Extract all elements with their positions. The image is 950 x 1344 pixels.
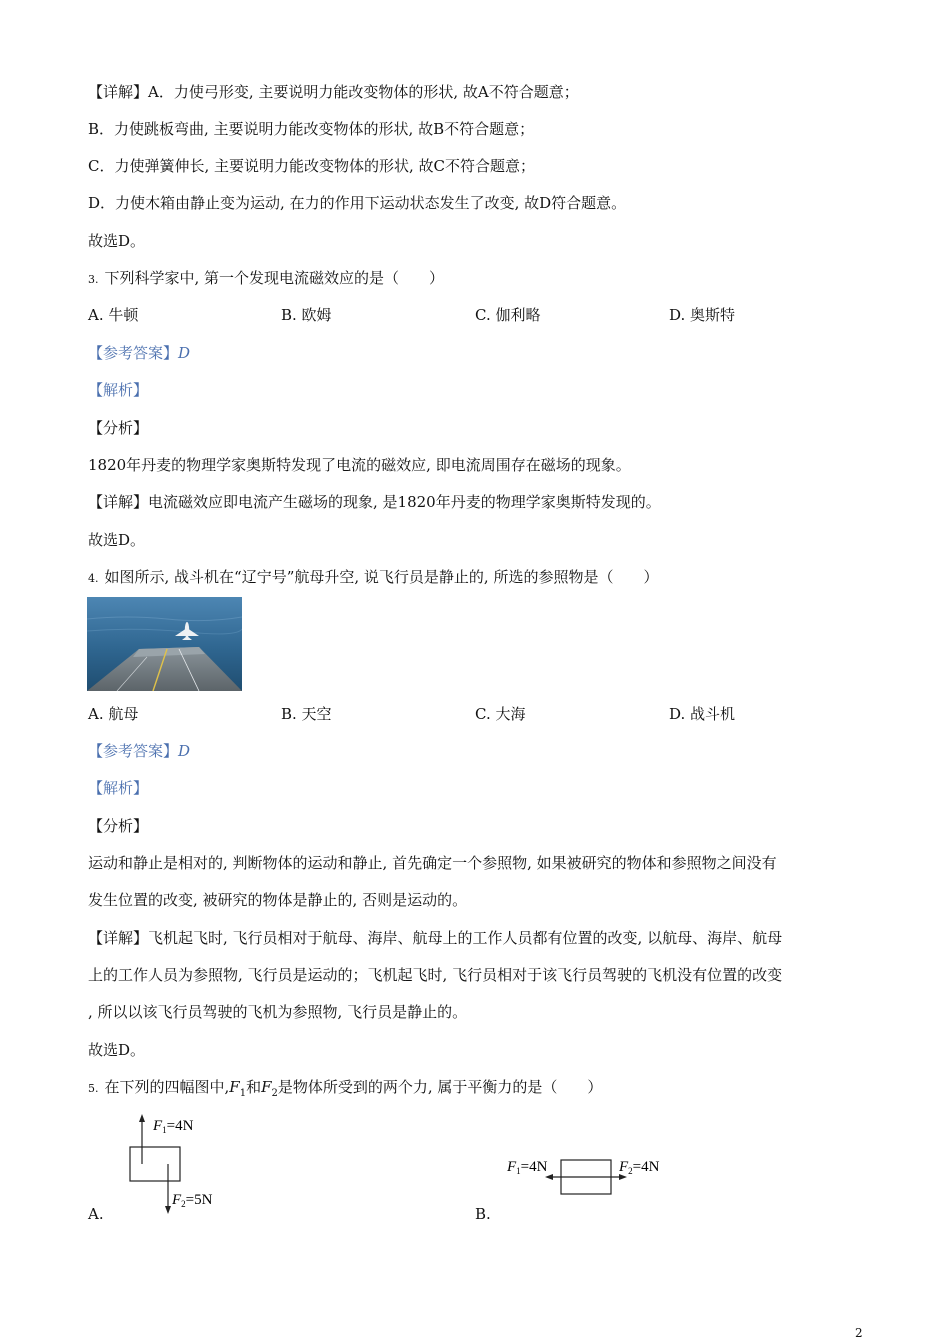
q4-answer-value: D	[178, 742, 191, 760]
arrowhead-up-icon	[139, 1114, 145, 1122]
q4-option-b: B. 天空	[281, 705, 332, 723]
q5-option-b-label: B.	[475, 1205, 491, 1223]
q4-stem-text: 如图所示, 战斗机在“辽宁号”航母升空, 说飞行员是静止的, 所选的参照物是（ ）	[104, 568, 659, 586]
q5-and: 和	[246, 1078, 262, 1096]
q5-stem-post: 是物体所受到的两个力, 属于平衡力的是（ ）	[277, 1078, 603, 1096]
q4-stem	[88, 567, 658, 589]
q5-f1: F	[229, 1078, 240, 1096]
q3-number: 3.	[88, 273, 99, 286]
page-number: 2	[855, 1326, 863, 1340]
diagram-b-right-label: $F_2=4N$	[619, 1159, 660, 1176]
q2-detail-b: B．力使跳板弯曲, 主要说明力能改变物体的形状, 故B不符合题意；	[88, 120, 535, 138]
force-diagram-a	[120, 1112, 230, 1220]
q4-fenxi-2: 发生位置的改变, 被研究的物体是静止的, 否则是运动的。	[88, 891, 468, 909]
q2-detail-c: C．力使弹簧伸长, 主要说明力能改变物体的形状, 故C不符合题意；	[88, 157, 536, 175]
q4-fenxi-1: 运动和静止是相对的, 判断物体的运动和静止, 首先确定一个参照物, 如果被研究的物体和参照物之间没有	[88, 854, 777, 872]
carrier-takeoff-illustration	[87, 597, 242, 691]
arrowhead-down-icon	[165, 1206, 171, 1214]
force-diagram-b	[505, 1150, 680, 1200]
q3-detail: 【详解】电流磁效应即电流产生磁场的现象, 是1820年丹麦的物理学家奥斯特发现的。	[88, 493, 661, 511]
q4-option-c: C. 大海	[475, 705, 526, 723]
q3-fenxi: 1820年丹麦的物理学家奥斯特发现了电流的磁效应, 即电流周围存在磁场的现象。	[88, 456, 631, 474]
q5-stem-pre: 在下列的四幅图中,	[104, 1078, 230, 1096]
q5-f1-sub: 1	[239, 1088, 247, 1099]
q5-number: 5.	[88, 1082, 99, 1095]
q4-fenxi-label: 【分析】	[88, 817, 149, 835]
q3-option-b: B. 欧姆	[281, 306, 332, 324]
q2-detail-d: D．力使木箱由静止变为运动, 在力的作用下运动状态发生了改变, 故D符合题意。	[88, 194, 627, 212]
diagram-a-bottom-label: $F_2=5N$	[172, 1192, 213, 1209]
q3-option-d: D. 奥斯特	[669, 306, 736, 324]
q3-conclusion: 故选D。	[88, 531, 146, 549]
object-box	[130, 1147, 180, 1181]
q3-stem	[88, 268, 444, 290]
q3-fenxi-label: 【分析】	[88, 419, 149, 437]
q4-detail-2: 上的工作人员为参照物, 飞行员是运动的；飞机起飞时, 飞行员相对于该飞行员驾驶的飞机没有位置的改变	[88, 966, 783, 984]
q5-f2: F	[261, 1078, 272, 1096]
diagram-b-left-label: $F_1=4N$	[507, 1159, 548, 1176]
q3-analysis-label: 【解析】	[88, 381, 149, 399]
q4-answer	[88, 741, 190, 761]
q4-detail-1: 【详解】飞机起飞时, 飞行员相对于航母、海岸、航母上的工作人员都有位置的改变, 以航母、海岸、航母	[88, 929, 783, 947]
q2-detail-a: 【详解】A．力使弓形变, 主要说明力能改变物体的形状, 故A不符合题意；	[88, 83, 579, 101]
q3-answer-label: 【参考答案】	[88, 344, 179, 362]
q3-answer	[88, 343, 190, 363]
q3-stem-text: 下列科学家中, 第一个发现电流磁效应的是（ ）	[104, 269, 445, 287]
q4-option-d: D. 战斗机	[669, 705, 736, 723]
q2-conclusion: 故选D。	[88, 232, 146, 250]
diagram-a-top-label: $F_1=4N$	[153, 1118, 194, 1135]
q5-f2-sub: 2	[271, 1088, 278, 1099]
q5-stem	[88, 1077, 602, 1104]
q4-option-a: A. 航母	[88, 705, 139, 723]
q3-answer-value: D	[178, 344, 191, 362]
carrier-takeoff-photo	[87, 597, 242, 691]
q4-number: 4.	[88, 572, 99, 585]
q3-option-c: C. 伽利略	[475, 306, 541, 324]
q4-answer-label: 【参考答案】	[88, 742, 179, 760]
q3-option-a: A. 牛顿	[88, 306, 139, 324]
q4-conclusion: 故选D。	[88, 1041, 146, 1059]
q4-analysis-label: 【解析】	[88, 779, 149, 797]
q4-detail-3: , 所以以该飞行员驾驶的飞机为参照物, 飞行员是静止的。	[88, 1003, 468, 1021]
q5-option-a-label: A.	[88, 1205, 104, 1223]
